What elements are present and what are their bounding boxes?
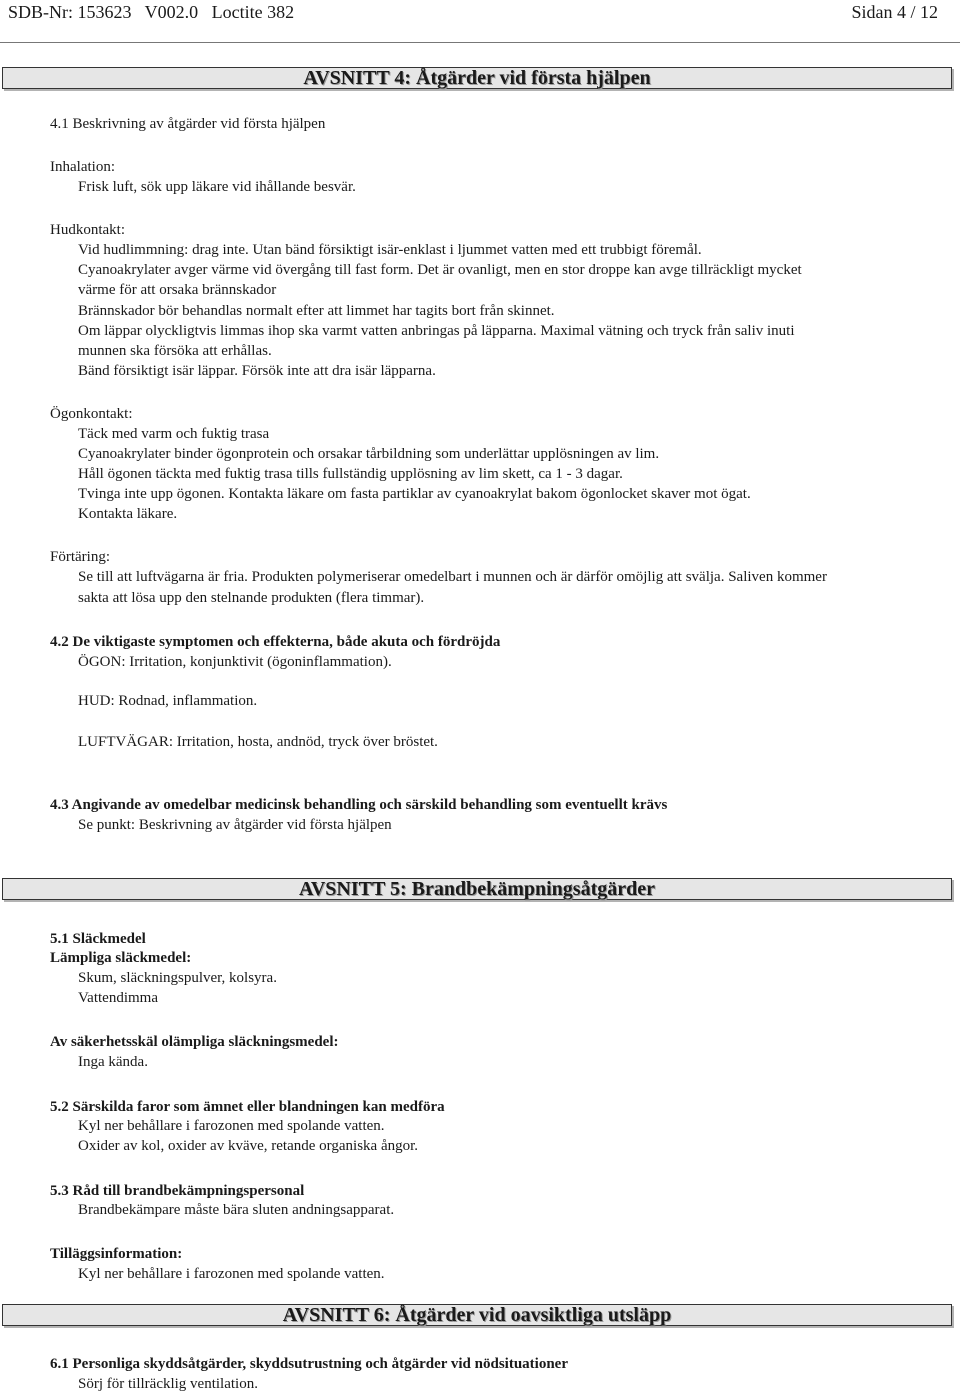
heading-5-3: 5.3 Råd till brandbekämpningspersonal [50,1183,305,1199]
document-id: SDB-Nr: 153623 V002.0 Loctite 382 [8,2,295,22]
skin-contact-line: Cyanoakrylater avger värme vid övergång till fast form. Det är ovanligt, men en stor droppe kan avge tillräckligt mycket [78,262,802,278]
page-number: Sidan 4 / 12 [851,2,938,22]
ingestion-label: Förtäring: [50,549,110,565]
additional-info-label: Tilläggsinformation: [50,1246,183,1262]
inhalation-text: Frisk luft, sök upp läkare vid ihållande besvär. [78,179,356,195]
eye-contact-line: Tvinga inte upp ögonen. Kontakta läkare om fasta partiklar av cyanoakrylat bakom ögonlocket skaver mot ögat. [78,486,751,502]
section-6-title: AVSNITT 6: Åtgärder vid oavsiktliga utsläpp [282,1304,672,1326]
firefighter-advice: Brandbekämpare måste bära sluten andningsapparat. [78,1202,395,1218]
skin-contact-line: Brännskador bör behandlas normalt efter att limmet har tagits bort från skinnet. [78,303,555,319]
inhalation-label: Inhalation: [50,159,115,175]
heading-4-3: 4.3 Angivande av omedelbar medicinsk behandling och särskild behandling som eventuellt krävs [50,797,668,813]
special-hazards-line: Kyl ner behållare i farozonen med spolande vatten. [78,1118,385,1134]
section-5-title: AVSNITT 5: Brandbekämpningsåtgärder [298,878,655,900]
ingestion-line: sakta att lösa upp den stelnande produkten (flera timmar). [78,590,425,606]
skin-contact-line: munnen ska försöka att erhållas. [78,343,272,359]
eye-contact-line: Cyanoakrylater binder ögonprotein och orsakar tårbildning som underlättar upplösningen av lim. [78,446,660,462]
heading-5-1: 5.1 Släckmedel [50,931,146,947]
skin-contact-label: Hudkontakt: [50,222,125,238]
heading-4-1: 4.1 Beskrivning av åtgärder vid första hjälpen [50,116,326,132]
page-header [8,0,938,24]
eye-contact-line: Håll ögonen täckta med fuktig trasa tills fullständig upplösning av lim skett, ca 1 - 3 dagar. [78,466,623,482]
heading-5-2: 5.2 Särskilda faror som ämnet eller blandningen kan medföra [50,1099,445,1115]
header-divider [0,42,960,43]
section-4-title: AVSNITT 4: Åtgärder vid första hjälpen [303,67,651,89]
section-6-banner [2,1304,952,1326]
ingestion-line: Se till att luftvägarna är fria. Produkten polymeriserar omedelbart i munnen och är därför omöjlig att svälja. Saliven kommer [78,569,827,585]
special-hazards-line: Oxider av kol, oxider av kväve, retande organiska ångor. [78,1138,419,1154]
skin-contact-line: Bänd försiktigt isär läppar. Försök inte att dra isär läpparna. [78,363,436,379]
section-4-banner [2,67,952,89]
additional-info-text: Kyl ner behållare i farozonen med spolande vatten. [78,1266,385,1282]
suitable-media-label: Lämpliga släckmedel: [50,950,192,966]
skin-contact-line: Vid hudlimmning: drag inte. Utan bänd försiktigt isär-enklast i ljummet vatten med ett trubbigt föremål. [78,242,702,258]
suitable-media-line: Skum, släckningspulver, kolsyra. [78,970,277,986]
skin-contact-line: värme för att orsaka brännskador [78,282,277,298]
eye-contact-label: Ögonkontakt: [50,406,133,422]
suitable-media-line: Vattendimma [78,990,158,1006]
eye-contact-line: Kontakta läkare. [78,506,178,522]
eye-contact-line: Täck med varm och fuktig trasa [78,426,270,442]
symptom-skin: HUD: Rodnad, inflammation. [78,693,258,709]
reference-text: Se punkt: Beskrivning av åtgärder vid första hjälpen [78,817,392,833]
unsuitable-media-label: Av säkerhetsskäl olämpliga släckningsmedel: [50,1034,339,1050]
section-5-banner [2,878,952,900]
heading-6-1: 6.1 Personliga skyddsåtgärder, skyddsutrustning och åtgärder vid nödsituationer [50,1356,568,1372]
symptom-eyes: ÖGON: Irritation, konjunktivit (ögoninflammation). [78,654,392,670]
unsuitable-media-text: Inga kända. [78,1054,148,1070]
symptom-respiratory: LUFTVÄGAR: Irritation, hosta, andnöd, tryck över bröstet. [78,734,438,750]
ventilation-text: Sörj för tillräcklig ventilation. [78,1376,258,1392]
skin-contact-line: Om läppar olyckligtvis limmas ihop ska varmt vatten anbringas på läpparna. Maximal vätning och tryck från saliv inuti [78,323,795,339]
heading-4-2: 4.2 De viktigaste symptomen och effekterna, både akuta och fördröjda [50,634,501,650]
